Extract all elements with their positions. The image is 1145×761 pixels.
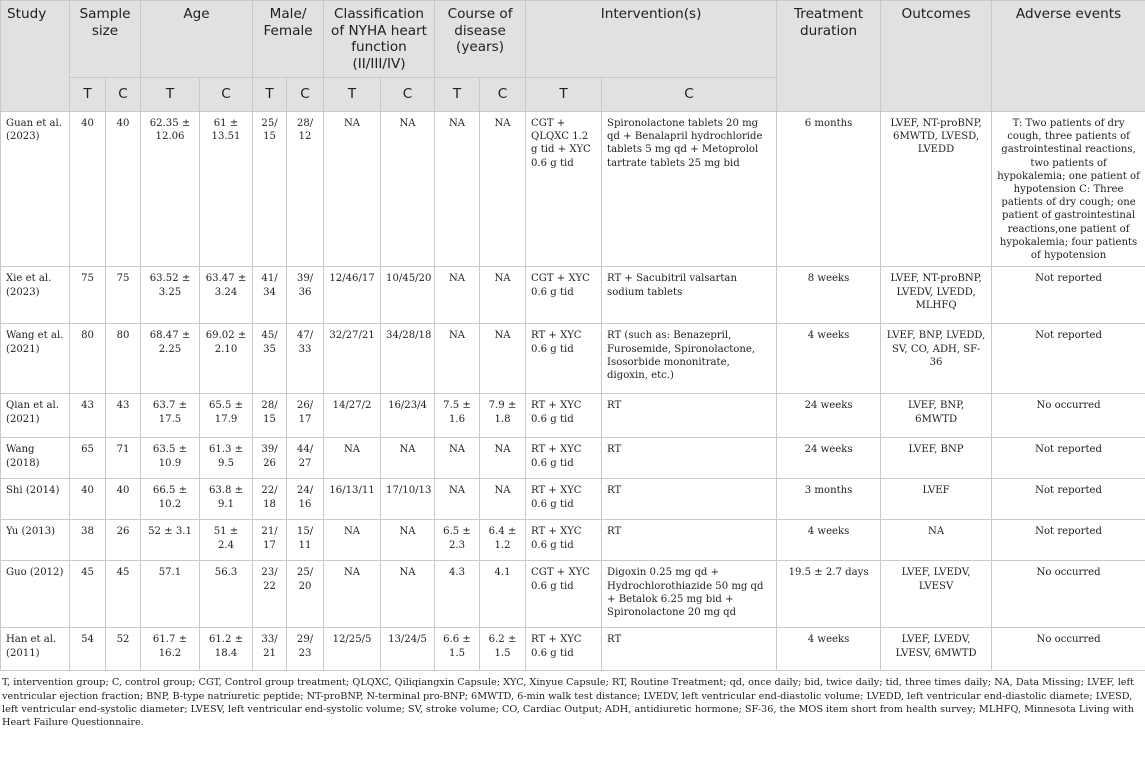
male-female-t-cell: 22/ 18: [253, 479, 287, 520]
header-row: [1, 1, 1145, 78]
intervention-c-cell: RT: [602, 438, 777, 479]
age-c-cell: 56.3: [200, 561, 253, 628]
adverse-events-cell: No occurred: [992, 561, 1145, 628]
table-row: [1, 324, 1145, 394]
sample-size-c-cell: 80: [106, 324, 141, 394]
intervention-t-cell: RT + XYC 0.6 g tid: [526, 438, 602, 479]
nyha-c-cell: 16/23/4: [381, 394, 435, 438]
outcomes-cell: LVEF, LVEDV, LVESV: [881, 561, 992, 628]
course-t-cell: 4.3: [435, 561, 480, 628]
male-female-c-cell: 29/ 23: [287, 628, 324, 671]
subheader-c: C: [381, 78, 435, 112]
age-c-cell: 51 ± 2.4: [200, 520, 253, 561]
study-cell: Guo (2012): [1, 561, 70, 628]
nyha-c-cell: 10/45/20: [381, 267, 435, 324]
age-t-cell: 61.7 ± 16.2: [141, 628, 200, 671]
duration-cell: 19.5 ± 2.7 days: [777, 561, 881, 628]
male-female-t-cell: 45/ 35: [253, 324, 287, 394]
sample-size-c-cell: 71: [106, 438, 141, 479]
intervention-c-cell: Spironolactone tablets 20 mg qd + Benalapril hydrochloride tablets 5 mg qd + Metoprolol tartrate tablets 25 mg bid: [602, 111, 777, 266]
course-c-cell: 4.1: [480, 561, 526, 628]
subheader-t: T: [435, 78, 480, 112]
sample-size-c-cell: 40: [106, 479, 141, 520]
course-t-cell: NA: [435, 324, 480, 394]
male-female-t-cell: 21/ 17: [253, 520, 287, 561]
duration-cell: 24 weeks: [777, 438, 881, 479]
intervention-t-cell: CGT + XYC 0.6 g tid: [526, 561, 602, 628]
outcomes-cell: LVEF, NT-proBNP, 6MWTD, LVESD, LVEDD: [881, 111, 992, 266]
age-t-cell: 63.52 ± 3.25: [141, 267, 200, 324]
subheader-c: C: [480, 78, 526, 112]
male-female-c-cell: 47/ 33: [287, 324, 324, 394]
male-female-t-cell: 23/ 22: [253, 561, 287, 628]
nyha-c-cell: NA: [381, 438, 435, 479]
subheader-t: T: [70, 78, 106, 112]
intervention-c-cell: RT + Sacubitril valsartan sodium tablets: [602, 267, 777, 324]
sample-size-c-cell: 45: [106, 561, 141, 628]
study-cell: Wang et al. (2021): [1, 324, 70, 394]
intervention-c-cell: RT (such as: Benazepril, Furosemide, Spironolactone, Isosorbide mononitrate, digoxin, etc.): [602, 324, 777, 394]
duration-cell: 24 weeks: [777, 394, 881, 438]
duration-cell: 6 months: [777, 111, 881, 266]
intervention-t-cell: CGT + QLQXC 1.2 g tid + XYC 0.6 g tid: [526, 111, 602, 266]
nyha-c-cell: 13/24/5: [381, 628, 435, 671]
age-c-cell: 61 ± 13.51: [200, 111, 253, 266]
outcomes-cell: NA: [881, 520, 992, 561]
table-row: [1, 394, 1145, 438]
table-header: [1, 1, 1145, 112]
age-t-cell: 57.1: [141, 561, 200, 628]
nyha-t-cell: 14/27/2: [324, 394, 381, 438]
age-t-cell: 68.47 ± 2.25: [141, 324, 200, 394]
nyha-header: Classification of NYHA heart function (II/III/IV): [324, 1, 435, 78]
course-c-cell: 6.4 ± 1.2: [480, 520, 526, 561]
nyha-t-cell: 16/13/11: [324, 479, 381, 520]
study-header: Study: [1, 1, 70, 112]
age-c-cell: 69.02 ± 2.10: [200, 324, 253, 394]
course-c-cell: NA: [480, 267, 526, 324]
intervention-c-cell: Digoxin 0.25 mg qd + Hydrochlorothiazide 50 mg qd + Betalok 6.25 mg bid + Spironolactone 20 mg qd: [602, 561, 777, 628]
study-cell: Yu (2013): [1, 520, 70, 561]
male-female-c-cell: 24/ 16: [287, 479, 324, 520]
subheader-c: C: [602, 78, 777, 112]
nyha-c-cell: NA: [381, 520, 435, 561]
adverse-events-cell: Not reported: [992, 479, 1145, 520]
subheader-t: T: [324, 78, 381, 112]
intervention-t-cell: RT + XYC 0.6 g tid: [526, 394, 602, 438]
sample-size-c-cell: 43: [106, 394, 141, 438]
nyha-c-cell: 34/28/18: [381, 324, 435, 394]
course-t-cell: 7.5 ± 1.6: [435, 394, 480, 438]
age-t-cell: 63.7 ± 17.5: [141, 394, 200, 438]
age-c-cell: 63.47 ± 3.24: [200, 267, 253, 324]
sample-size-t-cell: 54: [70, 628, 106, 671]
nyha-t-cell: 12/46/17: [324, 267, 381, 324]
sample-size-t-cell: 40: [70, 111, 106, 266]
adverse-events-cell: Not reported: [992, 520, 1145, 561]
outcomes-cell: LVEF, BNP, 6MWTD: [881, 394, 992, 438]
male-female-c-cell: 15/ 11: [287, 520, 324, 561]
sample-size-c-cell: 40: [106, 111, 141, 266]
adverse-events-cell: No occurred: [992, 628, 1145, 671]
study-cell: Qian et al. (2021): [1, 394, 70, 438]
sample-size-t-cell: 65: [70, 438, 106, 479]
course-t-cell: NA: [435, 479, 480, 520]
subheader-c: C: [200, 78, 253, 112]
adverse-events-cell: Not reported: [992, 267, 1145, 324]
intervention-c-cell: RT: [602, 394, 777, 438]
age-t-cell: 63.5 ± 10.9: [141, 438, 200, 479]
intervention-c-cell: RT: [602, 479, 777, 520]
intervention-t-cell: RT + XYC 0.6 g tid: [526, 324, 602, 394]
table-row: [1, 267, 1145, 324]
subheader-c: C: [287, 78, 324, 112]
male-female-t-cell: 25/ 15: [253, 111, 287, 266]
study-cell: Xie et al. (2023): [1, 267, 70, 324]
duration-cell: 4 weeks: [777, 520, 881, 561]
male-female-t-cell: 28/ 15: [253, 394, 287, 438]
duration-cell: 8 weeks: [777, 267, 881, 324]
adverse-events-cell: Not reported: [992, 438, 1145, 479]
age-t-cell: 66.5 ± 10.2: [141, 479, 200, 520]
table-row: [1, 628, 1145, 671]
nyha-t-cell: 12/25/5: [324, 628, 381, 671]
table-body: [1, 111, 1145, 670]
study-cell: Han et al. (2011): [1, 628, 70, 671]
table-row: [1, 111, 1145, 266]
course-t-cell: NA: [435, 438, 480, 479]
nyha-c-cell: NA: [381, 111, 435, 266]
sample-size-t-cell: 80: [70, 324, 106, 394]
age-t-cell: 52 ± 3.1: [141, 520, 200, 561]
table-row: [1, 479, 1145, 520]
course-c-cell: NA: [480, 111, 526, 266]
male-female-t-cell: 33/ 21: [253, 628, 287, 671]
male-female-c-cell: 26/ 17: [287, 394, 324, 438]
course-t-cell: NA: [435, 111, 480, 266]
course-t-cell: 6.5 ± 2.3: [435, 520, 480, 561]
intervention-c-cell: RT: [602, 520, 777, 561]
intervention-t-cell: RT + XYC 0.6 g tid: [526, 628, 602, 671]
sample-size-c-cell: 75: [106, 267, 141, 324]
age-c-cell: 61.2 ± 18.4: [200, 628, 253, 671]
nyha-t-cell: 32/27/21: [324, 324, 381, 394]
subheader-t: T: [526, 78, 602, 112]
course-c-cell: 7.9 ± 1.8: [480, 394, 526, 438]
adverse-events-cell: Not reported: [992, 324, 1145, 394]
adverse-header: Adverse events: [992, 1, 1145, 112]
adverse-events-cell: T: Two patients of dry cough, three patients of gastrointestinal reactions, two patients of hypokalemia; one patient of hypotension C: Three patients of dry cough; one patient of gastrointestinal reactions,one patient of hypokalemia; four patients of hypotension: [992, 111, 1145, 266]
course-c-cell: NA: [480, 479, 526, 520]
nyha-t-cell: NA: [324, 111, 381, 266]
outcomes-header: Outcomes: [881, 1, 992, 112]
sample-size-header: Sample size: [70, 1, 141, 78]
table-row: [1, 520, 1145, 561]
table-row: [1, 561, 1145, 628]
study-cell: Guan et al. (2023): [1, 111, 70, 266]
course-header: Course of disease (years): [435, 1, 526, 78]
nyha-c-cell: NA: [381, 561, 435, 628]
duration-header: Treatment duration: [777, 1, 881, 112]
table-footnote: T, intervention group; C, control group; CGT, Control group treatment; QLQXC, Qiliqiangxin Capsule; XYC, Xinyue Capsule; RT, Routine Treatment; qd, once daily; bid, twice daily; tid, three times daily; NA, Data Missing; LVEF, left ventricular ejection fraction; BNP, B-type natriuretic peptide; NT-proBNP, N-terminal pro-BNP; 6MWTD, 6-min walk test distance; LVEDV, left ventricular end-diastolic volume; LVEDD, left ventricular end-diastolic diamete; LVESD, left ventricular end-systolic diameter; LVESV, left ventricular end-systolic volume; SV, stroke volume; CO, Cardiac Output; ADH, antidiuretic hormone; SF-36, the MOS item short from health survey; MLHFQ, Minnesota Living with Heart Failure Questionnaire.: [2, 677, 1135, 729]
course-t-cell: NA: [435, 267, 480, 324]
male-female-c-cell: 39/ 36: [287, 267, 324, 324]
outcomes-cell: LVEF: [881, 479, 992, 520]
outcomes-cell: LVEF, BNP, LVEDD, SV, CO, ADH, SF-36: [881, 324, 992, 394]
sample-size-t-cell: 75: [70, 267, 106, 324]
age-t-cell: 62.35 ± 12.06: [141, 111, 200, 266]
outcomes-cell: LVEF, NT-proBNP, LVEDV, LVEDD, MLHFQ: [881, 267, 992, 324]
sample-size-t-cell: 38: [70, 520, 106, 561]
subheader-t: T: [141, 78, 200, 112]
duration-cell: 3 months: [777, 479, 881, 520]
nyha-t-cell: NA: [324, 561, 381, 628]
course-c-cell: NA: [480, 438, 526, 479]
male-female-t-cell: 39/ 26: [253, 438, 287, 479]
male-female-c-cell: 28/ 12: [287, 111, 324, 266]
age-header: Age: [141, 1, 253, 78]
course-c-cell: NA: [480, 324, 526, 394]
sample-size-c-cell: 52: [106, 628, 141, 671]
male-female-header: Male/ Female: [253, 1, 324, 78]
sample-size-t-cell: 45: [70, 561, 106, 628]
course-c-cell: 6.2 ± 1.5: [480, 628, 526, 671]
duration-cell: 4 weeks: [777, 324, 881, 394]
intervention-header: Intervention(s): [526, 1, 777, 78]
male-female-t-cell: 41/ 34: [253, 267, 287, 324]
subheader-c: C: [106, 78, 141, 112]
male-female-c-cell: 25/ 20: [287, 561, 324, 628]
age-c-cell: 65.5 ± 17.9: [200, 394, 253, 438]
nyha-t-cell: NA: [324, 520, 381, 561]
duration-cell: 4 weeks: [777, 628, 881, 671]
nyha-c-cell: 17/10/13: [381, 479, 435, 520]
intervention-t-cell: RT + XYC 0.6 g tid: [526, 520, 602, 561]
course-t-cell: 6.6 ± 1.5: [435, 628, 480, 671]
sample-size-c-cell: 26: [106, 520, 141, 561]
adverse-events-cell: No occurred: [992, 394, 1145, 438]
age-c-cell: 61.3 ± 9.5: [200, 438, 253, 479]
outcomes-cell: LVEF, BNP: [881, 438, 992, 479]
age-c-cell: 63.8 ± 9.1: [200, 479, 253, 520]
sample-size-t-cell: 43: [70, 394, 106, 438]
subheader-t: T: [253, 78, 287, 112]
study-cell: Shi (2014): [1, 479, 70, 520]
sample-size-t-cell: 40: [70, 479, 106, 520]
nyha-t-cell: NA: [324, 438, 381, 479]
outcomes-cell: LVEF, LVEDV, LVESV, 6MWTD: [881, 628, 992, 671]
male-female-c-cell: 44/ 27: [287, 438, 324, 479]
study-cell: Wang (2018): [1, 438, 70, 479]
table-row: [1, 438, 1145, 479]
intervention-t-cell: CGT + XYC 0.6 g tid: [526, 267, 602, 324]
intervention-t-cell: RT + XYC 0.6 g tid: [526, 479, 602, 520]
intervention-c-cell: RT: [602, 628, 777, 671]
